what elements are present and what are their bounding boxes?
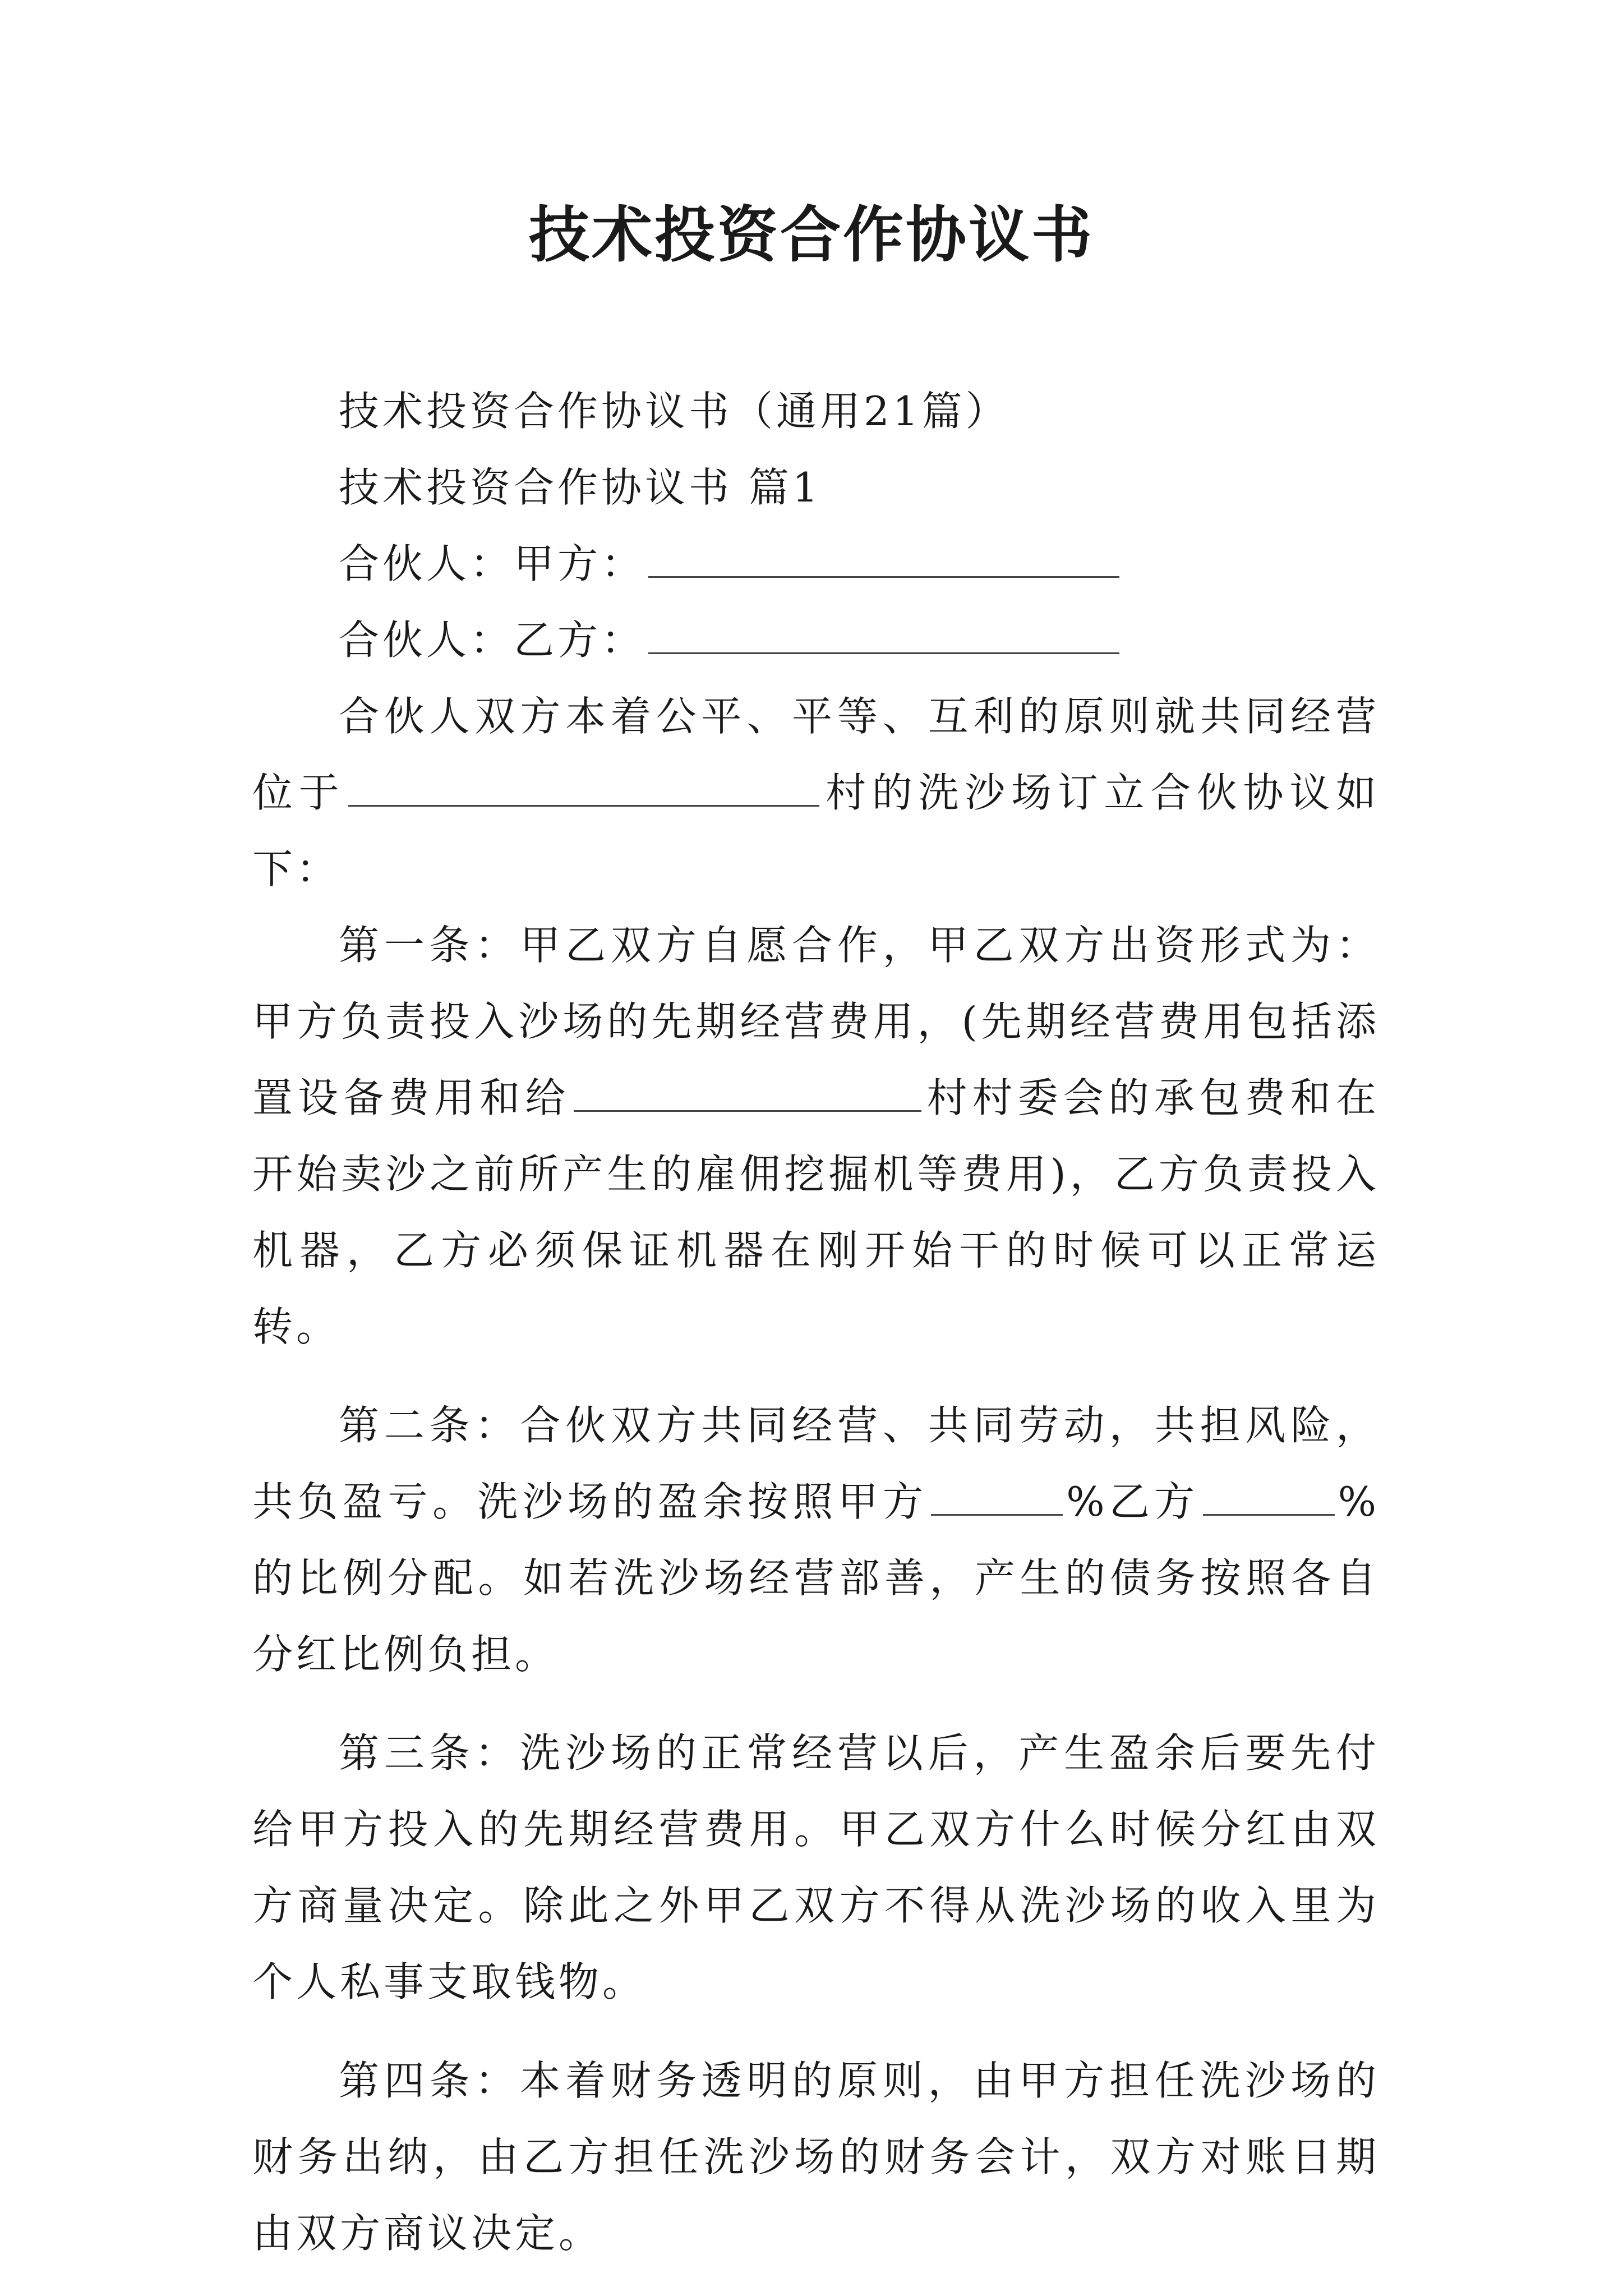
party-b-blank [648,604,1119,654]
article-4: 第四条：本着财务透明的原则，由甲方担任洗沙场的财务出纳，由乙方担任洗沙场的财务会计，双方对账日期由双方商议决定。 [252,2057,1380,2257]
article-3: 第三条：洗沙场的正常经营以后，产生盈余后要先付给甲方投入的先期经营费用。甲乙双方什么时候分红由双方商量决定。除此之外甲乙双方不得从洗沙场的收入里为个人私事支取钱物。 [252,1729,1380,2005]
intro-paragraph [252,678,1380,907]
document-body [252,373,1380,2271]
article-2 [252,1387,1380,1692]
village-blank [574,1062,921,1112]
document-subtitle: 技术投资合作协议书（通用21篇） [339,388,1009,435]
intro-text-1: 合伙人双方本着公平、平等、互利的原则就共同经营位于 [252,693,1380,816]
location-blank [348,757,819,807]
party-b-percent-blank [1203,1466,1335,1516]
party-b-line [252,602,1380,678]
article-1 [252,907,1380,1365]
party-a-blank [648,528,1119,578]
party-b-label: 合伙人：乙方： [339,616,645,664]
party-a-label: 合伙人：甲方： [339,540,645,587]
article-2-text-3: %的比例分配。如若洗沙场经营部善，产生的债务按照各自分红比例负担。 [252,1478,1380,1678]
section-heading: 技术投资合作协议书 篇1 [339,464,822,511]
party-a-percent-blank [931,1466,1063,1516]
article-2-text-1: 第二条：合伙双方共同经营、共同劳动，共担风险，共负盈亏。洗沙场的盈余按照甲方 [252,1402,1380,1525]
article-2-text-2: %乙方 [1066,1478,1200,1525]
party-a-line [252,526,1380,602]
intro-text-2: 村的洗沙场订立合伙协议如下： [252,769,1380,892]
article-1-text-1: 第一条：甲乙双方自愿合作，甲乙双方出资形式为：甲方负责投入沙场的先期经营费用，(先期经营费用包括添置设备费用和给 [252,922,1380,1121]
document-title: 技术投资合作协议书 [528,200,1094,270]
article-1-text-2: 村村委会的承包费和在开始卖沙之前所产生的雇佣挖掘机等费用)，乙方负责投入机器，乙方必须保证机器在刚开始干的时候可以正常运转。 [252,1074,1380,1350]
